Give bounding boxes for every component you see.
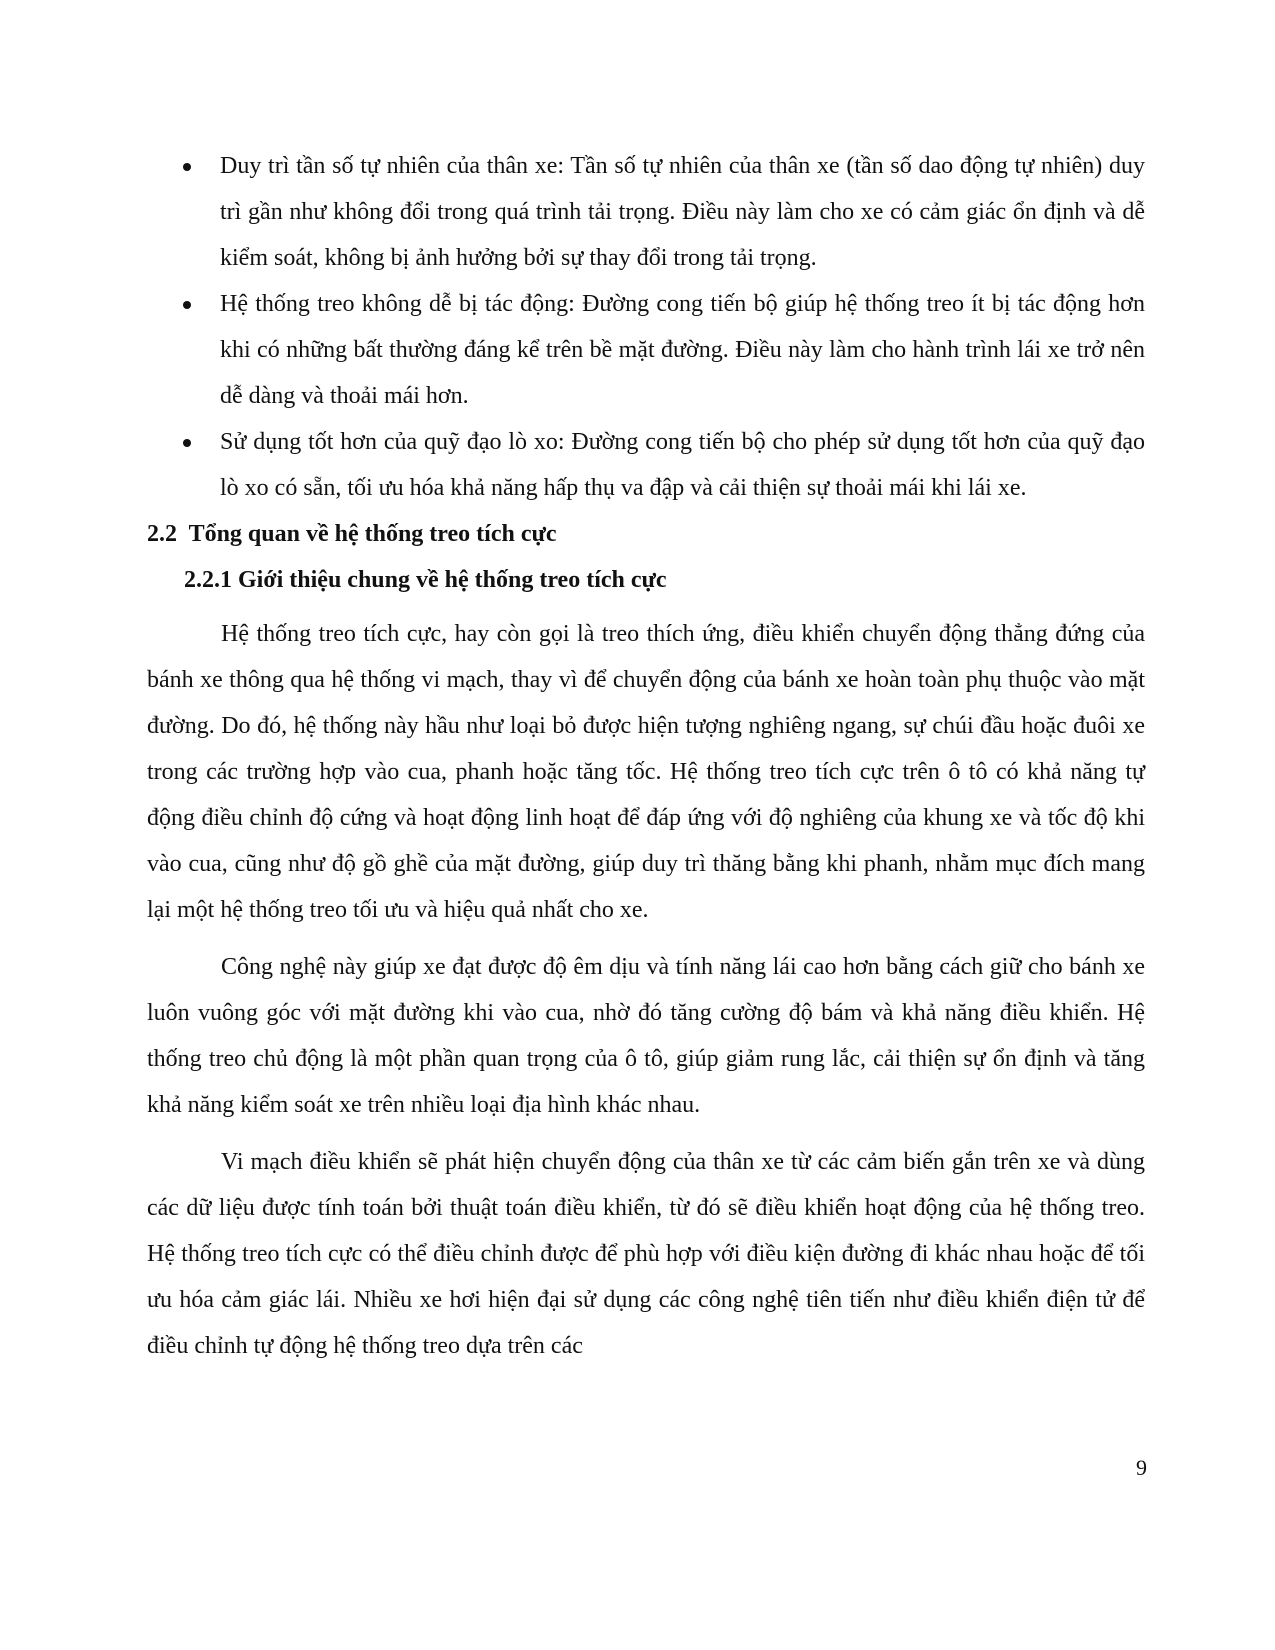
bullet-item-spring-travel <box>147 419 1145 511</box>
bullet-dot-icon <box>183 163 191 171</box>
bullet-dot-icon <box>183 301 191 309</box>
bullet-text: Duy trì tần số tự nhiên của thân xe: Tần số tự nhiên của thân xe (tần số dao động tự nhiên) duy trì gần như không đổi trong quá trình tải trọng. Điều này làm cho xe có cảm giác ổn định và dễ kiểm soát, không bị ảnh hưởng bởi sự thay đổi trong tải trọng. <box>220 153 1145 271</box>
page-content <box>147 143 1145 1369</box>
body-paragraph-2: Công nghệ này giúp xe đạt được độ êm dịu và tính năng lái cao hơn bằng cách giữ cho bánh xe luôn vuông góc với mặt đường khi vào cua, nhờ đó tăng cường độ bám và khả năng điều khiển. Hệ thống treo chủ động là một phần quan trọng của ô tô, giúp giảm rung lắc, cải thiện sự ổn định và tăng khả năng kiểm soát xe trên nhiều loại địa hình khác nhau. <box>147 954 1145 1118</box>
bullet-list <box>147 143 1145 511</box>
page-number: 9 <box>1136 1455 1147 1480</box>
body-paragraph-3: Vi mạch điều khiển sẽ phát hiện chuyển động của thân xe từ các cảm biến gắn trên xe và dùng các dữ liệu được tính toán bởi thuật toán điều khiển, từ đó sẽ điều khiển hoạt động của hệ thống treo. Hệ thống treo tích cực có thể điều chỉnh được để phù hợp với điều kiện đường đi khác nhau hoặc để tối ưu hóa cảm giác lái. Nhiều xe hơi hiện đại sử dụng các công nghệ tiên tiến như điều khiển điện tử để điều chỉnh tự động hệ thống treo dựa trên các <box>147 1149 1145 1359</box>
section-heading: 2.2 Tổng quan về hệ thống treo tích cực <box>147 521 557 547</box>
bullet-text: Sử dụng tốt hơn của quỹ đạo lò xo: Đường cong tiến bộ cho phép sử dụng tốt hơn của quỹ đạo lò xo có sẵn, tối ưu hóa khả năng hấp thụ va đập và cải thiện sự thoải mái khi lái xe. <box>220 429 1145 501</box>
subsection-heading: 2.2.1 Giới thiệu chung về hệ thống treo tích cực <box>184 567 667 593</box>
bullet-text: Hệ thống treo không dễ bị tác động: Đường cong tiến bộ giúp hệ thống treo ít bị tác động hơn khi có những bất thường đáng kể trên bề mặt đường. Điều này làm cho hành trình lái xe trở nên dễ dàng và thoải mái hơn. <box>220 291 1145 409</box>
body-paragraph-1: Hệ thống treo tích cực, hay còn gọi là treo thích ứng, điều khiển chuyển động thẳng đứng của bánh xe thông qua hệ thống vi mạch, thay vì để chuyển động của bánh xe hoàn toàn phụ thuộc vào mặt đường. Do đó, hệ thống này hầu như loại bỏ được hiện tượng nghiêng ngang, sự chúi đầu hoặc đuôi xe trong các trường hợp vào cua, phanh hoặc tăng tốc. Hệ thống treo tích cực trên ô tô có khả năng tự động điều chỉnh độ cứng và hoạt động linh hoạt để đáp ứng với độ nghiêng của khung xe và tốc độ khi vào cua, cũng như độ gồ ghề của mặt đường, giúp duy trì thăng bằng khi phanh, nhằm mục đích mang lại một hệ thống treo tối ưu và hiệu quả nhất cho xe. <box>147 621 1145 923</box>
bullet-item-suspension-impact <box>147 281 1145 419</box>
bullet-dot-icon <box>183 439 191 447</box>
bullet-item-natural-frequency <box>147 143 1145 281</box>
